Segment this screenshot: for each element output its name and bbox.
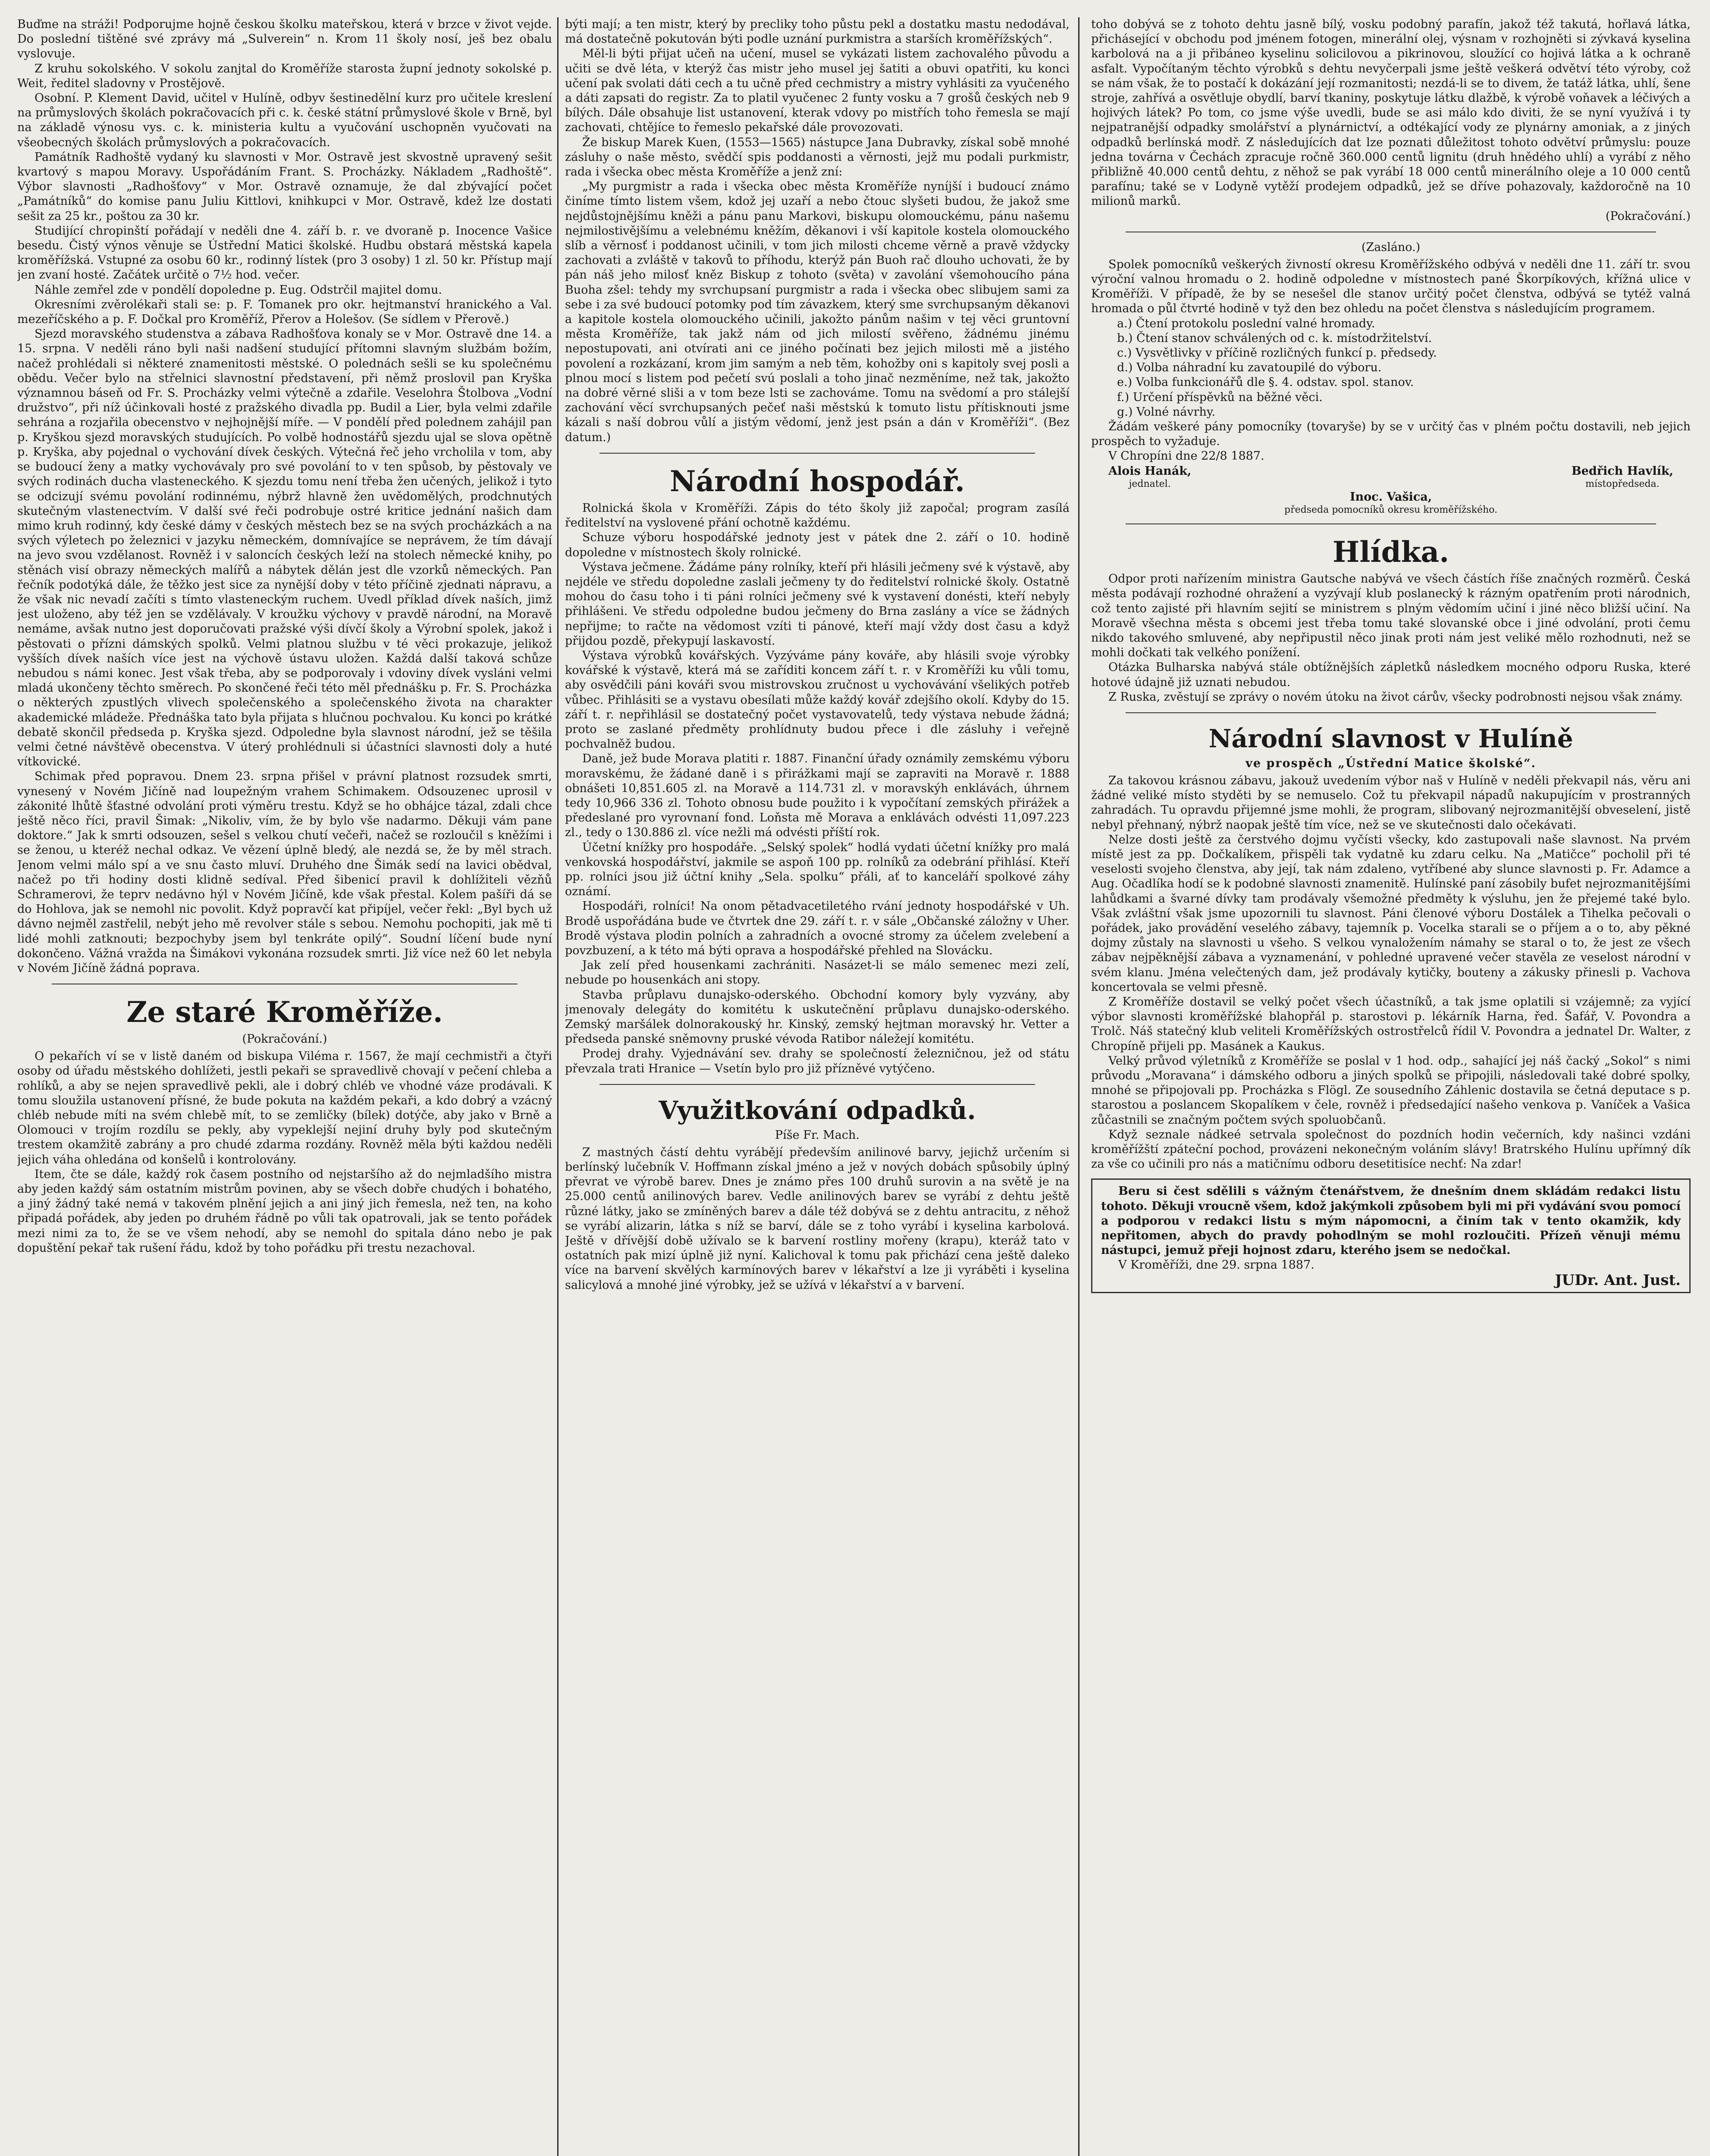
article-paragraph: Velký průvod výletníků z Kroměříže se poslal v 1 hod. odp., sahající jej náš čacký „Sokol“ s nimi průvodu „Moravana“ i dámského odboru a jiných spolků se připojili, následovali také dobré spolky, mnohé se připojovali pp. Procházka s Flögl. Ze sousedního Záhlenic dostavila se četná deputace s p. starostou a poslancem Skopalíkem v čele, rovněž i předsedající našeho venkova p. Vaníček a Vašica zůčastnili se značným počtem svých spoluobčanů. (1091, 1054, 1691, 1127)
article-paragraph: Buďme na stráži! Podporujme hojně českou školku mateřskou, která v brzce v život vejde. Do poslední tištěné své zprávy má „Sulverein“ n. Krom 11 školy nosí, ješ bez obalu vyslovuje. (17, 18, 552, 61)
section-heading: Využitkování odpadků. (659, 1095, 976, 1125)
list-item: c.) Vysvětlivky v příčině rozličných funkcí p. předsedy. (1117, 346, 1437, 360)
divider (599, 1084, 1035, 1085)
article-paragraph: toho dobývá se z tohoto dehtu jasně bílý, vosku podobný parafín, jakož též takutá, hořlavá látka, přichásející v obchodu pod jménem fotogen, minerální olej, výsnam v rozhojněti si zývkavá kyselina karbolová na a ji přibáneo kyselinu solicilovou a pikrinovou, sloužící co hojivá látka a k ochraně asfalt. Vypočítaným těchto výrobků s dehtu nevyčerpali jsme ještě veškerá odvětví této výroby, což se nám však, že to postačí k dokázání její rozmanitosti; nezdá-li se to divem, že tatáž látka, uhlí, šene stroje, zahřívá a osvětluje obydlí, barví tkaniny, poskytuje látku dlažbě, k výrobě voňavek a léčivých a hojivých látek? Po tom, co jsme výše uvedli, bude se asi málo kdo diviti, že se nyní využívá i ty nejpatranější odpadky smolářství a plynárnictví, a odtékající vody ze plynárny amoniak, a z jiných odpadků berlínská modř. Z následujících dat lze poznati důležitost tohoto odvětví průmyslu: pouze jedna továrna v Čechách zpracuje ročně 360.000 centů lignitu (druh hnědého uhlí) a vyrábí z něho přibližně 40.000 centů dehtu, z něhož se pak vyrábí 18 000 centů minerálního oleje a 10 000 centů parafínu; také se v Lodyně vytěží prodejem odpadků, jež se dříve pohazovaly, každoročně na 10 milionů marků. (1091, 18, 1691, 208)
list-item: e.) Volba funkcionářů dle §. 4. odstav. spol. stanov. (1117, 376, 1414, 389)
column-rule (1078, 17, 1079, 2156)
article-paragraph: Jak zelí před housenkami zachrániti. Nasázet-li se málo semenec mezi zelí, nebude po housenkách ani stopy. (565, 959, 1070, 987)
article-paragraph: Z mastných částí dehtu vyrábějí především anilinové barvy, jejichž určením si berlínský lučebník V. Hoffmann získal jméno a jež v nových dobách spůsobily úplný převrat ve výrobě barev. Dnes je známo přes 100 druhů surovin a na světě je na 25.000 centů anilinových barev. Vedle anilinových barev se vyrábí z dehtu ještě různé látky, jako se zmíněných barev a dále též dobývá se z dehtu antracitu, z něhož se vyrábí alizarin, látka s níž se barví, dále se z toho vyrábí i kyselina karbolová. Ještě v dřívější době užívalo se k barvení rostliny mořeny (krapu), kteráž tato v ostatních pak mizí úplně již nyní. Kalichoval k tomu pak přichází cena ještě daleko více na barvení skvělých karmínových barev v lékařství a lze ji vyráběti i kyselina salicylová a mnohé jiné výrobky, jež se užívá v lékařství a v barvení. (565, 1145, 1070, 1292)
article-paragraph: Sjezd moravského studenstva a zábava Radhošťova konaly se v Mor. Ostravě dne 14. a 15. srpna. V neděli ráno byli naši nadšení studující přítomni slavným službám božím, načež prohlédali si některé znamenitosti městské. O polednách sešli se ku společnému obědu. Večer bylo na střelnici slavnostní představení, při němž proslovil pan Kryška významnou báseň od Fr. S. Procházky velmi výtečně a zdařile. Veselohra Štolbova „Vodní družstvo“, při níž účinkovali hosté z pražského divadla pp. Budil a Lier, byla velmi zdařile sehrána a rozjařila obecenstvo v nejhojnější míře. — V pondělí před polednem zahájil pan p. Kryškou sjezd moravských studujících. Po volbě hodnostářů sjezdu ujal se slova opětně p. Kryška, aby pojednal o vychování dívek českých. Výtečná řeč jeho vrcholila v tom, aby se budoucí ženy a matky vychovávaly pro své povolání to v ten spůsob, by pěstovaly ve svých rodinách ducha vlasteneckého. K sjezdu tomu není třeba žen učených, jelikož i tyto se odcizují svému povolání rodinnému, nýbrž hlavně žen uvědomělých, prodchnutých skutečným vlastenectvím. V další své řeči podrobuje ostré kritice jednání našich dam mimo kruh rodinný, kdy české dámy v českých městech bez se na svých procházkách a na svých výletech po železnici v jazyku německém, domnívajíce se neprávem, že tím dávají na jevo svou vzdělanost. Rovněž i v saloncích českých leží na stolech německé knihy, po stěnách visí obrazy německých malířů a nábytek dělán jest dle vzorků německých. Pan řečník podotýká dále, že těžko jest sice za nynější doby v této příčině zjednati nápravu, a že však nic nevadí začíti s tímto vlasteneckým ruchem. Uvedl příklad dívek naších, jimž jest uloženo, aby též jen se vzdělávaly. V kroužku výchovy v pravdě národní, na Moravě nemáme, avšak nutno jest doporučovati pražské výši dívčí školy a Výrobní spolek, jakož i pěstovati o přízni dámských spolků. Velmi platnou službu v té věci prokazuje, jelikož vyšších dívek naších více jest na výchově ústavu uložen. Každá další taková schůze nebudou s námi konec. Jest však třeba, aby se podporovaly i vdoviny dívek vysláni velmi mladá ukončeny těchto směrech. Po skončené řeči této měl přednášku p. Fr. S. Procházka o některých zpustlých vlivech společenského a společenského života na charakter akademické mládeže. Přednáška tato byla přijata s hlučnou pochvalou. Ku konci po krátké debatě skončil předseda p. Kryška sjezd. Odpoledne byla slavnost národní, jež se těšila velmi četné návštěvě obecenstva. V úterý prohlédnuli si účastníci slavnosti doly a huté vítkovické. (17, 327, 552, 769)
section-subheading: Píše Fr. Mach. (775, 1128, 860, 1142)
article-paragraph: býti mají; a ten mistr, který by precliky toho půstu pekl a dostatku mastu nedodával, má dostatečně pokutován býti podle uznání purkmistra a starších kroměřížských“. (565, 18, 1070, 46)
notice-text: Beru si čest sdělili s vážným čtenářstvem, že dnešním dnem skládám redakci listu tohoto. Děkuji vroucně všem, kdož jakýmkoli způsobem byli mi při vydávání svou pomocí a podporou v redakci listu s mým nápomocni, a činím tak v tento okamžik, kdy nepřitomen, abych do pravdy pohodlným se mohl rozloučiti. Přízeň věnuji mému nástupci, jemuž přeji hojnost zdaru, kterého jsem se nedočkal. (1101, 1185, 1681, 1257)
signature-role: jednatel. (1129, 478, 1171, 489)
article-paragraph: Osobní. P. Klement David, učitel v Hulíně, odbyv šestinedělní kurz pro učitele kreslení na průmyslových školách pokračovacích při c. k. české státní průmyslové škole v Brně, byl na základě výnosu vys. c. k. ministeria kultu a vyučování uschopněn vyučovati na všeobecných školách průmyslových a pokračovacích. (17, 91, 552, 149)
list-item: d.) Volba náhradní ku zavatoupilé do výboru. (1117, 361, 1382, 375)
article-paragraph: Odpor proti nařízením ministra Gautsche nabývá ve všech částích říše značných rozměrů. Česká města podávají rozhodné ohražení a vyzývají klub poslanecký k rázným opatřením proti národnich, což tento zajisté při hlavním sejití se ministrem s plným vědomím učiní i jiné něco bližší učiní. Na Moravě všechna města s obcemi jest třeba tomu také slovanské obce i jiné odvolání, proti čemu nikdo takového smluvené, aby nepřipustil něco jinak proti nám jest veliké mělo rozhodnuti, než se mohli dočkati tak velkého ponížení. (1091, 572, 1691, 660)
article-paragraph: Daně, jež bude Morava platiti r. 1887. Finanční úřady oznámily zemskému výboru moravskému, že žádané daně i s přirážkami mají se zapraviti na Moravě r. 1888 obnášeti 10,851.605 zl. na Moravě a 114.731 zl. v moravskýh enklávách, úhrnem tedy 10,966 336 zl. Tohoto obnosu bude použito i k vypočítaní zemských přirážek a předeslané pro vyrovnaní fond. Loňsta mě Morava a enklávách odvésti 11,097.223 zl., tedy o 130.886 zl. více nežli má odvésti příští rok. (565, 752, 1070, 840)
signature-name: Inoc. Vašica, (1349, 490, 1432, 504)
notice-signature: JUDr. Ant. Just. (1555, 1271, 1681, 1289)
column-right (1091, 17, 1691, 2156)
article-paragraph: Když seznale nádkeé setrvala společnost do pozdních hodin večerních, kdy našinci vzdáni kroměřížští zpáteční pochod, provázeni nekonečným voláním slávy! Bratrského Hulínu upřímný dík za vše co učinili pro nás a matičnímu odboru desetitisíce nechť: Na zdar! (1091, 1128, 1691, 1171)
section-subheading: (Zasláno.) (1361, 240, 1421, 254)
article-paragraph: Žádám veškeré pány pomocníky (tovaryše) by se v určitý čas v plném počtu dostavili, neb jejich prospěch to vyžaduje. (1091, 420, 1691, 448)
list-item: a.) Čtení protokolu poslední valné hromady. (1117, 317, 1375, 330)
article-paragraph: Schimak před popravou. Dnem 23. srpna přišel v právní platnost rozsudek smrti, vynesený v Novém Jičíně nad loupežným vrahem Schimakem. Odsouzenec uprosil v zákonité lhůtě šťastné odvolání proti výměru trestu. Když se ho obhájce tázal, zdali chce ještě něco říci, pravil Šimak: „Nikoliv, vím, že by bylo vše nadarmo. Děkuji vám pane doktore.“ Jak k smrti odsouzen, sešel s velkou chutí večeři, načež se rozloučil s kněžími i se ženou, u kteréž nechal odkaz. Ve vězení úplně bledý, ale nezdá se, že by měl strach. Jenom velmi málo spí a ve snu často mluví. Druhého dne Šimák sedí na lavici obědval, načež po tři hodiny dosti klidně sedíval. Před šibenicí pravil k dohlížiteli vězňů Schramerovi, že teprv nedávno hýl v Novém Jičíně, kde však přestal. Kolem pašíři dá se do Hohlova, jak se nemohl nic povolit. Když popravčí kat připíjel, večer řekl: „Byl bych už dávno nejměl zastřelil, nebýt jeho mě revolver stále s sebou. Nemohu pochopiti, jak mě ti lidé mohli zatknouti; bezpochyby jsem byl tenkráte opilý“. Soudní líčení bude nyní dokončeno. Vážná vražda na Šimákovi vykonána rozsudek smrti. Již více než 60 let nebyla v Novém Jičíně žádná poprava. (17, 770, 552, 975)
article-paragraph: Schuze výboru hospodářské jednoty jest v pátek dne 2. září o 10. hodině dopoledne v místnostech školy rolnické. (565, 531, 1070, 559)
article-paragraph: Hospodáři, rolníci! Na onom pětadvacetiletého rvání jednoty hospodářské v Uh. Brodě uspořádána bude ve čtvrtek dne 29. září t. r. v sále „Občanské záložny v Uher. Brodě výstava plodin polních a zahradních a ovocné stromy za účelem zvelebení a povzbuzení, a k této má býti oprava a hospodářské přehled na Slovácku. (565, 899, 1070, 957)
list-item: g.) Volné návrhy. (1117, 405, 1216, 419)
article-paragraph: Výstava výrobků kovářských. Vyzýváme pány kováře, aby hlásili svoje výrobky kovářské k výstavě, která má se zaříditi koncem září t. r. v Kroměříži ku vůli tomu, aby osvědčili páni kováři svou mistrovskou zručnost u vychovávání všelikých potřeb vůbec. Přihlásiti se a vystavu obesílati může každý kovář zdejšího okolí. Kdyby do 15. září t. r. nepřihlásil se dostatečný počet vystavovatelů, tedy výstava nebude žádná; proto se zaslané předměty prohlídnuty budou přece i dle zásluhy i veřejně pochvalněž budou. (565, 649, 1070, 751)
program-list (1091, 317, 1691, 420)
divider (599, 453, 1035, 454)
article-paragraph: Spolek pomocníků veškerých živností okresu Kroměřížského odbývá v neděli dne 11. září tr. svou výroční valnou hromadu o 2. hodině odpoledne v místnostech pané Škorpíkových, křížná ulice v Kroměříži. V případě, že by se nesešel dle stanov určitý počet členstva, odbývá se tytéž valná hromada o půl čtvrté hodině v tyž den bez ohledu na počet členstva s následujícím programem. (1091, 257, 1691, 316)
article-paragraph: Účetní knížky pro hospodáře. „Selský spolek“ hodlá vydati účetní knížky pro malá venkovská hospodářství, jakmile se aspoň 100 pp. rolníků za odebrání přihlásí. Kteří pp. rolníci jsou již účtní knihy „Sela. spolku“ přáli, ať to kanceláří spolkové záhy oznámí. (565, 840, 1070, 899)
section-heading: Hlídka. (1332, 535, 1450, 569)
section-heading: Národní slavnost v Hulíně (1208, 724, 1573, 753)
section-subheading: ve prospěch „Ústřední Matice školské“. (1246, 756, 1536, 770)
list-item: f.) Určení příspěvků na běžné věci. (1117, 390, 1323, 404)
dateline: V Chropíni dne 22/8 1887. (1108, 449, 1264, 463)
divider (1126, 523, 1656, 524)
article-paragraph: Item, čte se dále, každý rok časem postního od nejstaršího až do nejmladšího mistra aby jeden každý sám ostatním mistrům povinen, aby se všech dobře chudých i bohatého, a jiný žádný také nemá v takovém plnění jejich a ani jiný jich řemesla, než ten, na koho připadá pořádek, aby jeden po druhém řádně po vůli tak opatrovali, jak se tento pořádek mezi nimi za to, že se ve všem nehodí, aby se nemohl do spitala dáno nebo je pak dopuštění pekař tak rušení řádu, kdož by toho pořádku při trestu nezachoval. (17, 1167, 552, 1255)
section-subheading: (Pokračování.) (242, 1032, 327, 1046)
section-heading: Národní hospodář. (669, 464, 965, 498)
article-paragraph: Památník Radhoště vydaný ku slavnosti v Mor. Ostravě jest skvostně upravený sešit kvartový s mapou Moravy. Uspořádáním Frant. S. Procházky. Nákladem „Radhoště“. Výbor slavnosti „Radhošťovy“ v Mor. Ostravě oznamuje, že dal zbývající počet „Památníků“ do komise panu Juliu Kittlovi, knihkupci v Mor. Ostravě, kdež lze dostati sešit za 25 kr., poštou za 30 kr. (17, 150, 552, 223)
article-paragraph: Okresními zvěrolékaři stali se: p. F. Tomanek pro okr. hejtmanství hranického a Val. mezeříčského a p. F. Dočkal pro Kroměříž, Přerov a Holešov. (Se sídlem v Přerově.) (17, 298, 552, 326)
article-paragraph: Nelze dosti ještě za čerstvého dojmu vyčísti všecky, kdo zastupovali naše slavnost. Na prvém místě jest za pp. Dočkalíkem, přispěli tak vydatně ku zdaru celku. Na „Matičce“ pocholil při té veselosti svojeho členstva, aby její, tak nám zdaleno, vytříbené aby slunce slavnosti p. Fr. Adamce a Aug. Očadlíka hodí se k podobné slavnosti znamenitě. Hulínské paní zásobily bufet nejrozmanitějšími lahůdkami a švarné dívky tam prodávaly všemožné předměty k výsluhu, jen že přejemé také bylo. Však zvláštní však jsme upozornili tu slavnost. Páni členové výboru Dostálek a Tihelka pečovali o pořádek, jako provádění veselého zábavy, tajemník p. Vocelka starali se o příjem a o to, aby pěkné dojmy zůstaly na slavnosti u všeho. S velkou vynaložením námahy se staral o to, že jest ze všech zábav nejpěknější zábava a vyznamenání, v pohledné upravené večer stavěla ze veselost národní v svém klanu. Jména velečtených dam, jež prodávaly kytičky, bouteny a zákusky přinesli p. Vachova koncertovala se velmi přesně. (1091, 833, 1691, 994)
article-paragraph: Za takovou krásnou zábavu, jakouž uvedením výbor naš v Hulíně v neděli překvapil nás, věru ani žádné veliké místo styděti by se nemuselo. Což tu překvapil nápadů nakupujícím v prostranných zahradách. Tu opravdu přijemné jsme mohli, že program, slibovaný nejrozmanitější obveselení, jistě nebyl přehnaný, nýbrž naopak ještě tím více, než se ve skutečnosti dalo očekávati. (1091, 774, 1691, 832)
divider (1126, 712, 1656, 713)
article-paragraph: Rolnická škola v Kroměříži. Zápis do této školy již započal; program zasílá ředitelství na vyslovené přání ochotně každému. (565, 501, 1070, 530)
signatures (1091, 464, 1691, 490)
article-paragraph: Z kruhu sokolského. V sokolu zanjtal do Kroměříže starosta župní jednoty sokolské p. Weit, ředitel sladovny v Prostějově. (17, 62, 552, 90)
signature-role: předseda pomocníků okresu kroměřížského. (1284, 505, 1497, 516)
article-paragraph: Náhle zemřel zde v pondělí dopoledne p. Eug. Odstrčil majitel domu. (35, 283, 442, 297)
article-paragraph: Z Ruska, zvěstují se zprávy o novém útoku na život cárův, všecky podrobnosti nejsou však známy. (1108, 690, 1683, 704)
article-paragraph: Stavba průplavu dunajsko-oderského. Obchodní komory byly vyzvány, aby jmenovaly delegáty do komitétu k uskutečnění průplavu dunajsko-oderského. Zemský maršálek dolnorakouský hr. Kinský, zemský hejtman moravský hr. Vetter a předseda panské sněmovny pruské vévoda Ratibor náležejí komitétu. (565, 988, 1070, 1046)
article-paragraph: „My purgmistr a rada i všecka obec města Kroměříže nyníjší i budoucí známo činíme tímto listem všem, kdož jej uzaří a nebo čtouc slyšeti budou, že jakož sme nejdůstojnějšímu kněži a pánu panu Markovi, biskupu olomouckému, pánu našemu nejmilostivějšímu a velebnému kněžím, děkanovi i vší kapitole kostela olomouckého slíb a věrnosť i poddanost učinili, v tom jich milosti chceme věrně a pravě vždycky zachovati a zvláště v takovů to příhodu, kterýž pán Buoh rač dlouho uchovati, že by pán náš jeho milosť kněz Biskup z tohoto (světa) v zavolání všemohoucího pána Buoha zšel: tehdy my svrchupsaní purgmistr a rada i všecka obec slibujem sami za sebe i za své budoucí potomky pod tím závazkem, který sme svrchupsaným děkanovi a kapitole kostela olomouckého učinili, jakožto pánům našim v tej věci gruntovní města Kroměříže, tak jakž nám od jich milostí svěřeno, žádnému jinému nepostupovati, ani otvírati ani ce jiného počínati bez jejich milosti mě a jistého povolení a rozkázaní, krom jim samým a neb těm, kohožby oni s kapitoly svej posli a plnou mocí s listem pod pečetí svú poslali a toho jinač nezměníme, než tak, jakožto na dobré věrné sliši a v tom beze lsti se zachováme. Tomu na svědomí a pro stálejší zachování věcí svrchupsaných pečeť naši městskú k tomuto listu přítisknouti jsme kázali s naší dobrou vůlí a jistým vědomí, jenž jest psán a dán v Kroměříži“. (Bez datum.) (565, 180, 1070, 444)
article-paragraph: Studijící chropinští pořádají v neděli dne 4. září b. r. ve dvoraně p. Inocence Vašice besedu. Čistý výnos věnuje se Ústřední Matici školské. Hudbu obstará městská kapela kroměřížská. Vstupné za osobu 60 kr., rodinný lístek (pro 3 osoby) 1 zl. 50 kr. Přístup mají jen zvaní hosté. Začátek určitě o 7½ hod. večer. (17, 224, 552, 282)
article-paragraph: Z Kroměříže dostavil se velký počet všech účastníků, a tak jsme oplatili si vzájemně; za vyjící výbor slavnosti kroměřížské blahopřál p. starostovi p. lékárník Harna, řed. Šafář, V. Povondra a Trolč. Náš statečný klub veliteli Kroměřížských ostrostřelců řídil V. Povondra a jednatel Dr. Walter, z Chropíně přijeli pp. Masánek a Kaukus. (1091, 995, 1691, 1053)
continuation-note: (Pokračování.) (1605, 209, 1691, 223)
article-paragraph: Prodej drahy. Vyjednávání sev. drahy se společností železničnou, jež od státu převzala trati Hranice — Vsetín bylo pro již přízněvé vytýčeno. (565, 1047, 1070, 1075)
article-paragraph: Měl-li býti přijat učeň na učení, musel se vykázati listem zachovalého původu a učiti se dvě léta, v kterýž čas mistr jeho musel jej šatiti a obuvi opatřiti, ku konci učení pak svolati dáti cech a tu učně před cechmistry a mistry vyhlásiti za vyučeného a dáti zapsati do registr. Za to platil vyučenec 2 funty vosku a 7 grošů českých neb 9 bílých. Dále obsahuje list ustanovení, kterak vdovy po mistřích toho řemesla se mají zachovati, chtějíce to řemeslo pekařské dále provozovati. (565, 47, 1070, 135)
column-rule (557, 17, 558, 2156)
article-paragraph: Že biskup Marek Kuen, (1553—1565) nástupce Jana Dubravky, získal sobě mnohé zásluhy o naše město, svědčí spis poddanosti a věrnosti, jejž mu podali purkmistr, rada i všecka obec města Kroměříže a jenž zní: (565, 135, 1070, 179)
signature-name: Alois Hanák, (1108, 464, 1192, 478)
column-middle (565, 17, 1070, 2156)
section-heading: Ze staré Kroměříže. (126, 995, 443, 1029)
list-item: b.) Čtení stanov schválených od c. k. místodržitelství. (1117, 331, 1432, 345)
signature-role: místopředseda. (1585, 478, 1660, 489)
article-paragraph: Výstava ječmene. Žádáme pány rolníky, kteří při hlásili ječmeny své k výstavě, aby nejdéle ve středu dopoledne zaslali ječmeny ty do ředitelství rolnické školy. Ostatně mohou do času toho i ti páni rolníci ječmeny své k vystavení donésti, kteří nebyly přihlášeni. Ve středu odpoledne budou ječmeny do Brna zaslány a více se žádných nepřijme; to račte na vědomost vzíti ti pánové, kteří mají vždy dost času a když přijdou pozdě, překypují laskavostí. (565, 560, 1070, 648)
article-paragraph: Otázka Bulharska nabývá stále obtížnějších zápletků následkem mocného odporu Ruska, které hotové údajně již uznati nebudou. (1091, 661, 1691, 689)
editor-notice (1091, 1178, 1691, 1293)
article-paragraph: O pekařích ví se v listě daném od biskupa Viléma r. 1567, že mají cechmistři a čtyři osoby od úřadu městského dohlížeti, jestli pekaři se spravedlivě chovají v pečení chleba a rohlíků, a aby se nejen spravedlivě pekli, ale i dobrý chléb ve vhodné váze prodávali. K tomu sloužila ustanovení přísné, že bude pokuta na každém pekaři, a kdo dobrý a vzácný chléb nebude míti na svém chlebě mít, to se zemličky (bílek) dotýče, aby jako v Brně a Olomouci v trojím rozdílu se pekly, aby vypeklejší nejiní druhy byly pod skutečným trestem okamžitě zabrány a pro chudé zdarma rozdány. Rovněž měla býti každou neděli jejich váha ohledána od konšelů i kontrolovány. (17, 1050, 552, 1166)
signature-name: Bedřich Havlík, (1571, 464, 1673, 478)
column-left (17, 17, 552, 2156)
notice-dateline: V Kroměříži, dne 29. srpna 1887. (1118, 1258, 1315, 1272)
